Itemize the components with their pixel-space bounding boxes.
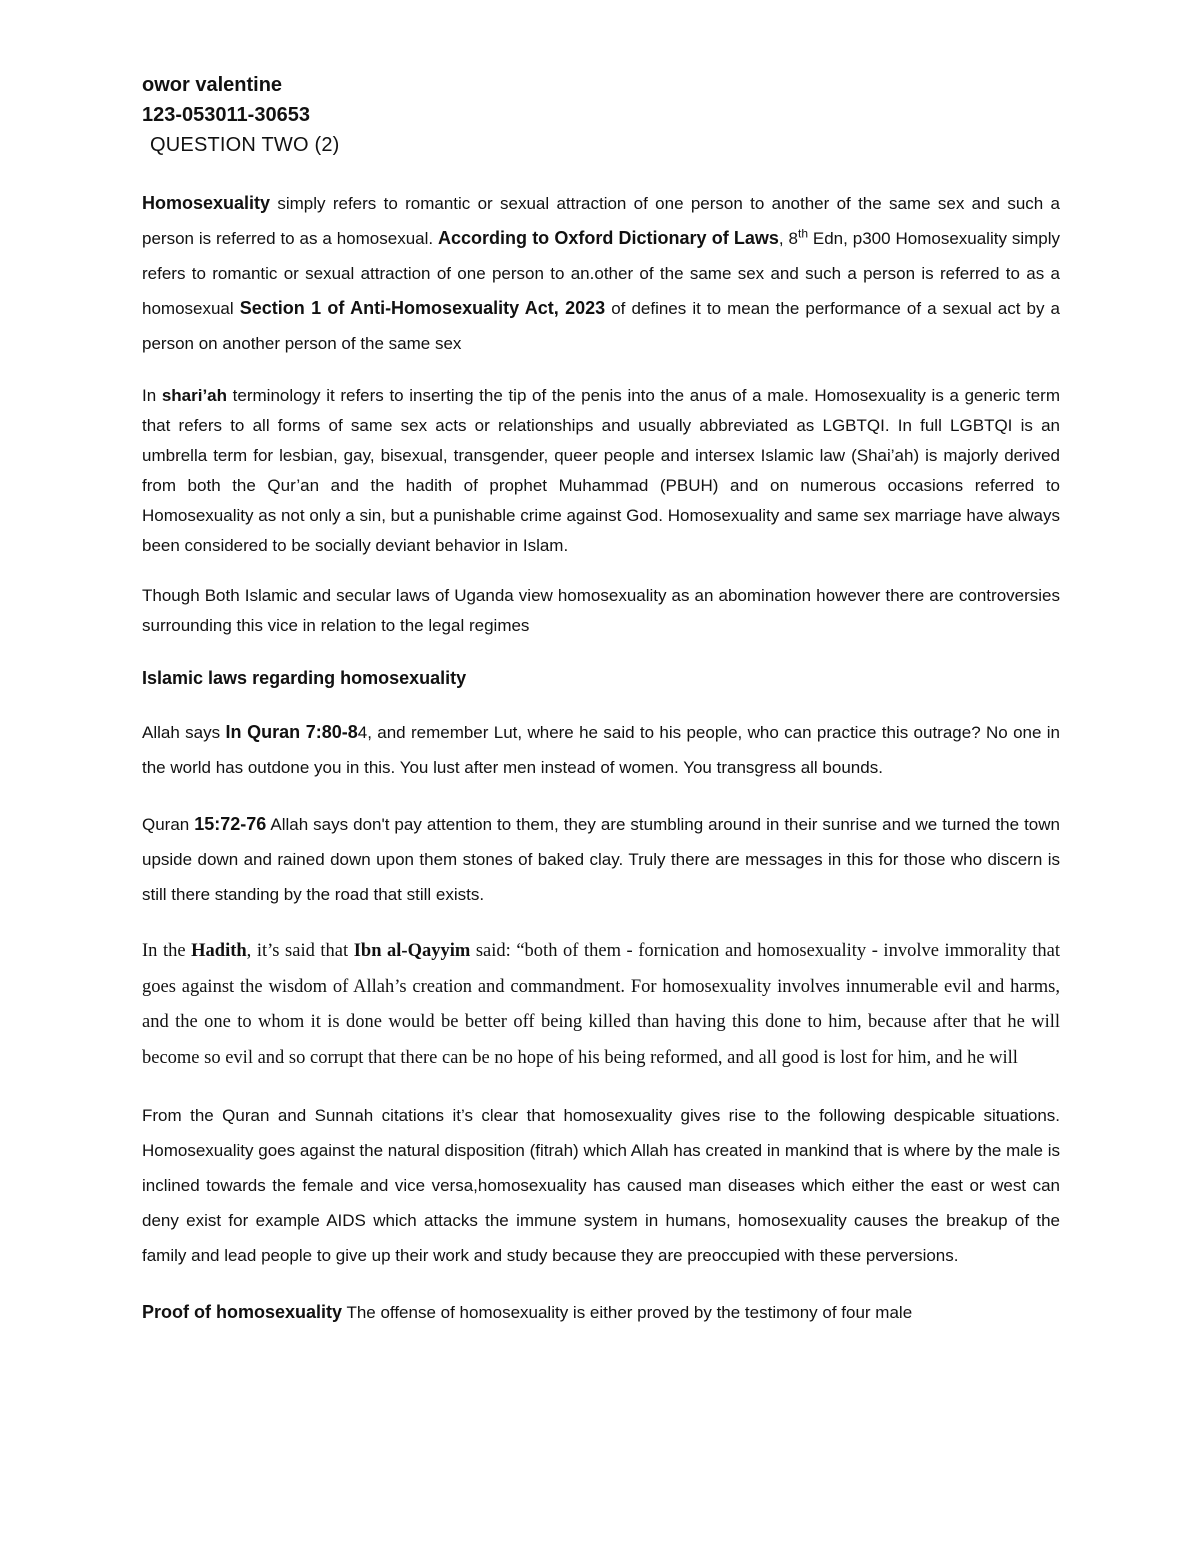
- proof-paragraph: Proof of homosexuality The offense of homosexuality is either proved by the testimony of four male: [142, 1302, 913, 1322]
- quran-7-paragraph: Allah says In Quran 7:80-84, and remember Lut, where he said to his people, who can practice this outrage? No one in the world has outdone you in this. You lust after men instead of women. You transgress all bounds.: [142, 722, 1061, 777]
- quran-15-paragraph: Quran 15:72-76 Allah says don't pay attention to them, they are stumbling around in their sunrise and we turned the town upside down and rained down upon them stones of baked clay. Truly there are messages in this for those who discern is still there standing by the road that still exists.: [142, 814, 1060, 904]
- scholar-name: Ibn al-Qayyim: [353, 941, 471, 961]
- section-heading-islamic-laws: Islamic laws regarding homosexuality: [142, 668, 467, 688]
- document-page: [142, 70, 1060, 1330]
- term-homosexuality: Homosexuality: [142, 193, 271, 213]
- sharia-paragraph: In shari’ah terminology it refers to inserting the tip of the penis into the anus of a male. Homosexuality is a generic term that refers to all forms of same sex acts or relationships and usually abbreviated as LGBTQI. In full LGBTQI is an umbrella term for lesbian, gay, bisexual, transgender, queer people and intersex Islamic law (Shai’ah) is majorly derived from both the Qur’an and the hadith of prophet Muhammad (PBUH) and on numerous occasions referred to Homosexuality as not only a sin, but a punishable crime against God. Homosexuality and same sex marriage have always been considered to be socially deviant behavior in Islam.: [142, 386, 1060, 555]
- term-proof-of-homosexuality: Proof of homosexuality: [142, 1302, 343, 1322]
- consequences-paragraph: From the Quran and Sunnah citations it’s clear that homosexuality gives rise to the following despicable situations. Homosexuality goes against the natural disposition (fitrah) which Allah has created in mankind that is where by the male is inclined towards the female and vice versa,homosexuality has caused man diseases which either the east or west can deny exist for example AIDS which attacks the immune system in humans, homosexuality causes the breakup of the family and lead people to give up their work and study because they are preoccupied with these perversions.: [142, 1106, 1060, 1265]
- quran-reference: In Quran 7:80-8: [225, 722, 358, 742]
- term-hadith: Hadith: [191, 941, 247, 961]
- controversy-paragraph: Though Both Islamic and secular laws of Uganda view homosexuality as an abomination however there are controversies surrounding this vice in relation to the legal regimes: [142, 586, 1060, 635]
- author-name: owor valentine: [142, 74, 283, 96]
- student-id: 123-053011-30653: [142, 104, 310, 126]
- hadith-paragraph: In the Hadith, it’s said that Ibn al-Qayyim said: “both of them - fornication and homosexuality - involve immorality that goes against the wisdom of Allah’s creation and commandment. For homosexuality involves innumerable evil and harms, and the one to whom it is done would be better off being killed than having this done to him, because after that he will become so evil and so corrupt that there can be no hope of his being reformed, and all good is lost for him, and he will: [142, 941, 1060, 1068]
- term-sharia: shari’ah: [161, 386, 228, 405]
- definition-paragraph: Homosexuality simply refers to romantic or sexual attraction of one person to another of the same sex and such a person is referred to as a homosexual. According to Oxford Dictionary of Laws, 8th Edn, p300 Homosexuality simply refers to romantic or sexual attraction of one person to an.other of the same sex and such a person is referred to as a homosexual Section 1 of Anti-Homosexuality Act, 2023 of defines it to mean the performance of a sexual act by a person on another person of the same sex: [142, 193, 1061, 353]
- source-oxford-dictionary: According to Oxford Dictionary of Laws: [438, 228, 779, 248]
- quran-reference: 15:72-76: [194, 814, 267, 834]
- question-title: QUESTION TWO (2): [150, 134, 340, 156]
- section-reference: Section 1 of Anti-Homosexuality Act, 2023: [239, 298, 606, 318]
